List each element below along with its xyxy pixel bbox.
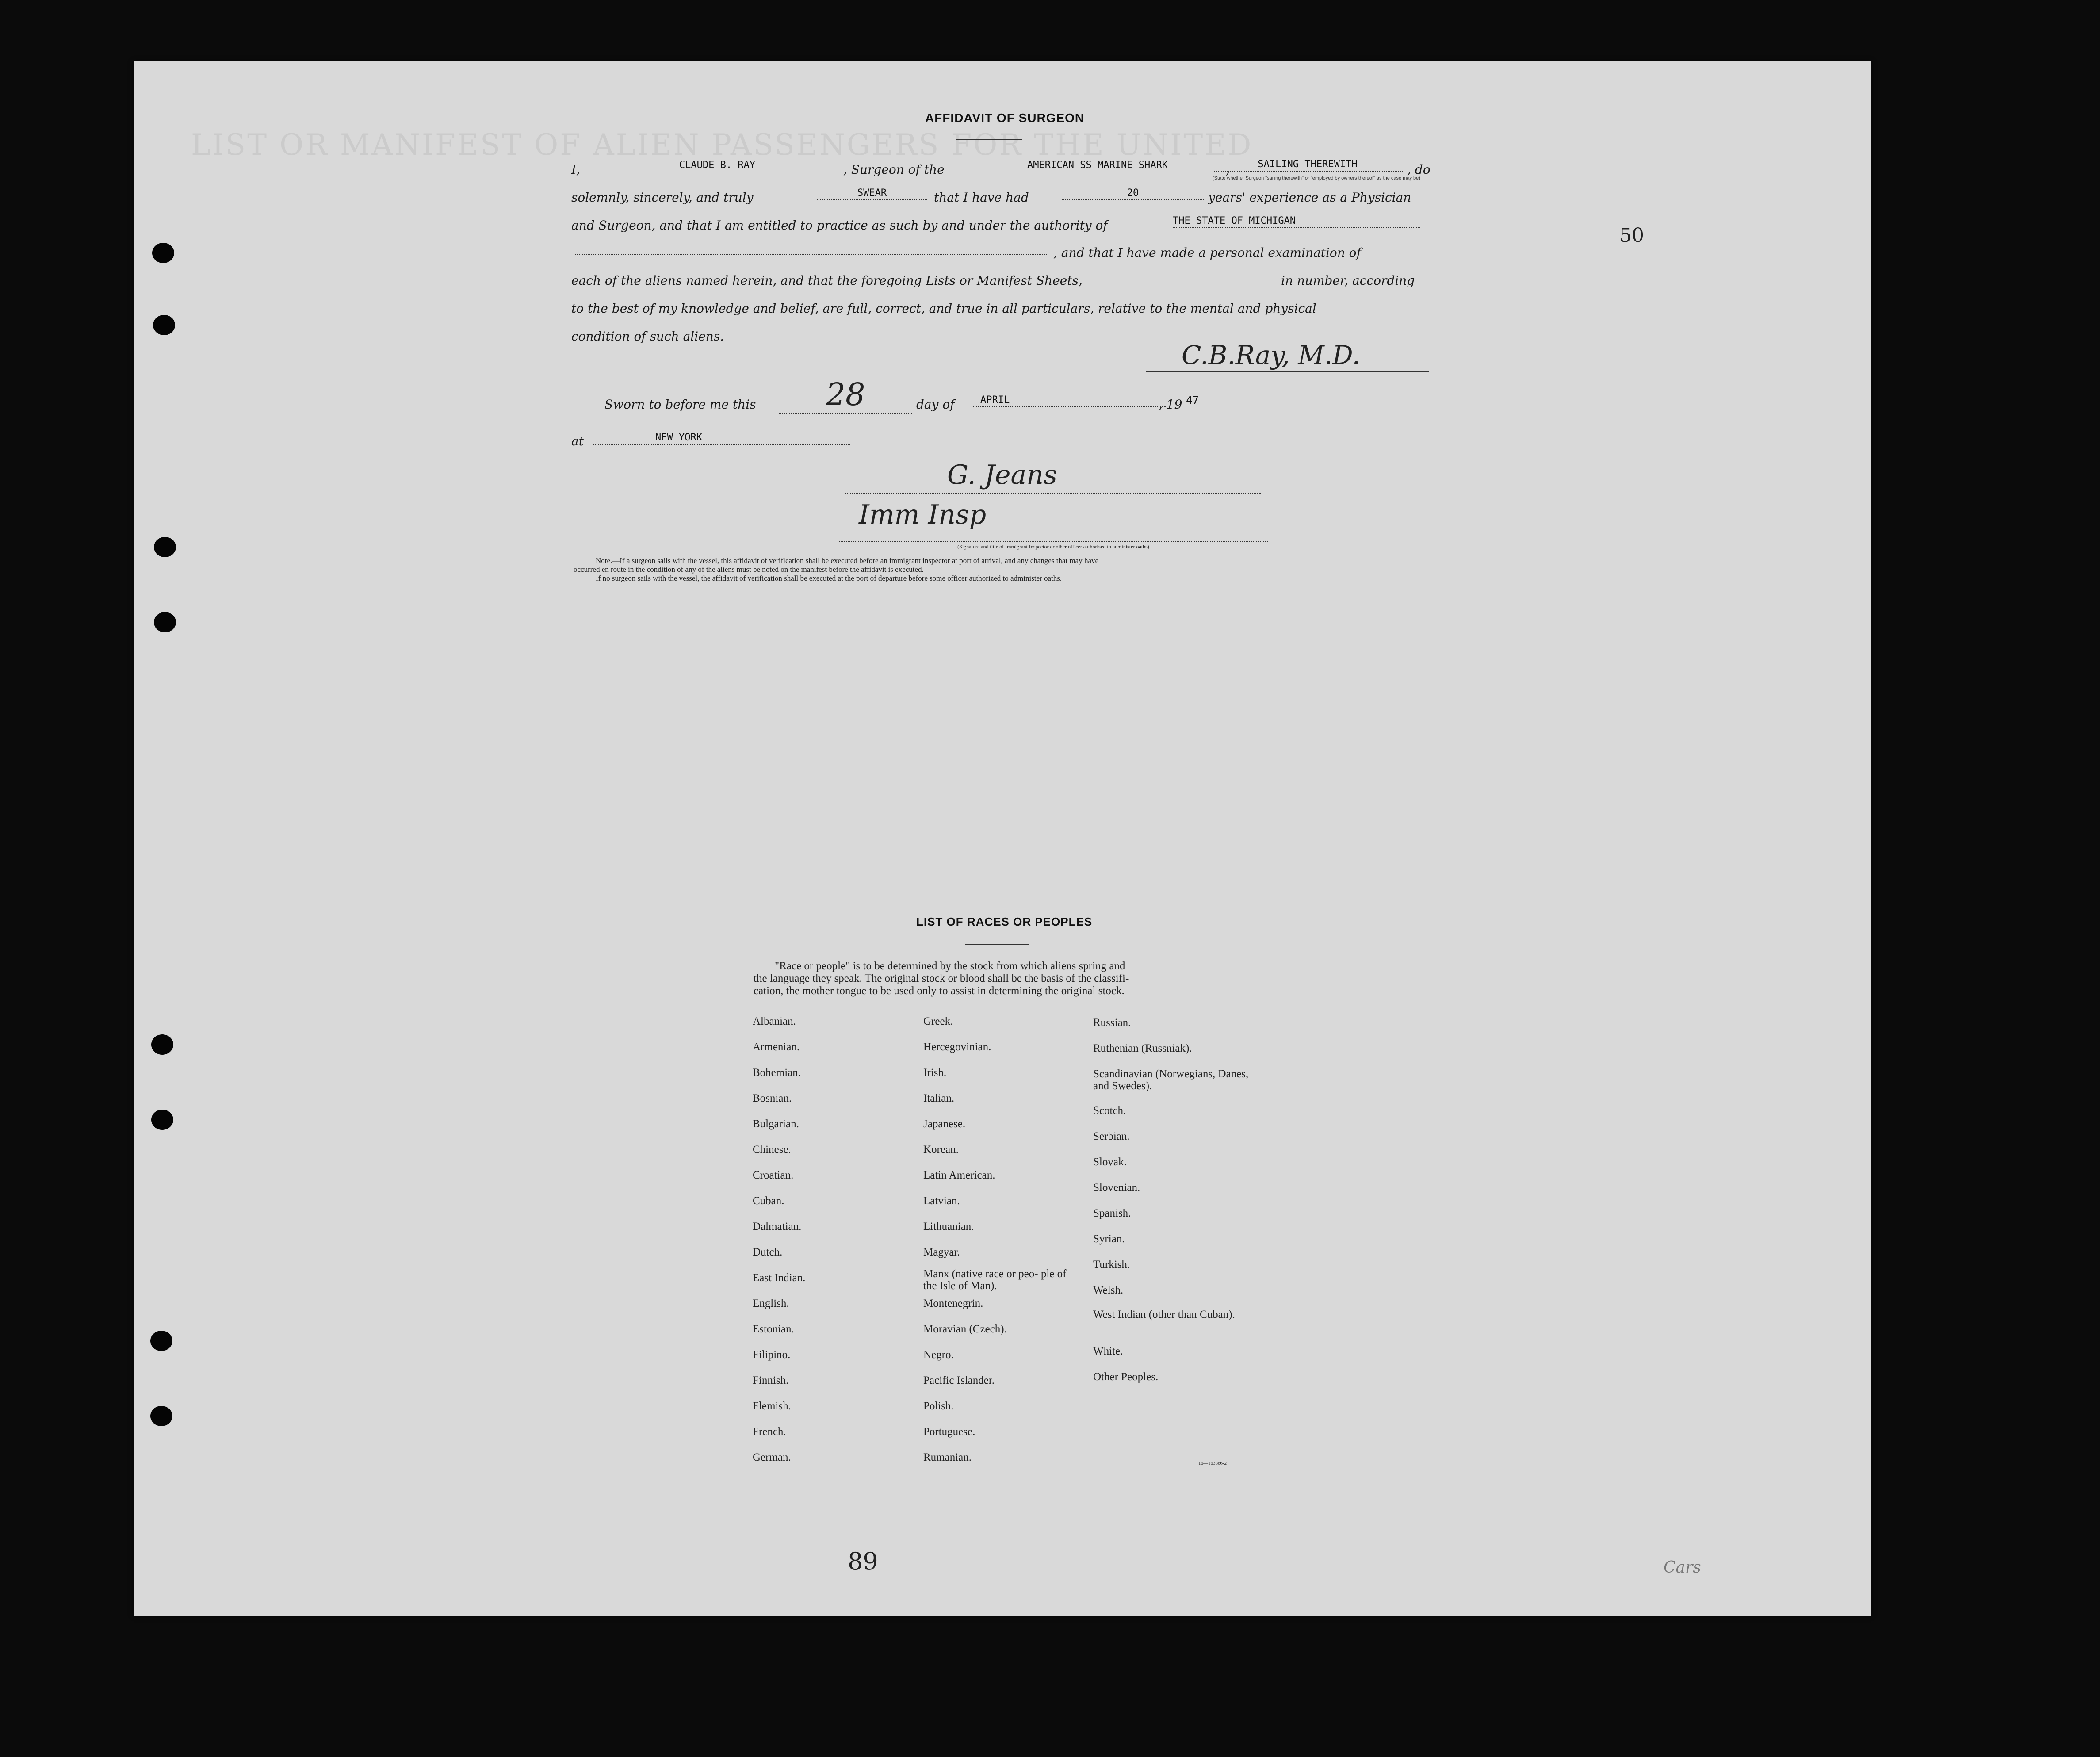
text-at: at (571, 434, 584, 448)
punch-hole (150, 1406, 172, 1426)
day-field: 28 (779, 376, 912, 414)
race-item: Serbian. (1093, 1130, 1130, 1142)
race-item: Polish. (923, 1400, 954, 1412)
race-item: Moravian (Czech). (923, 1323, 1007, 1335)
races-intro-1: "Race or people" is to be determined by the stock from which aliens spring and (775, 960, 1125, 972)
month-field: APRIL (972, 394, 1166, 407)
race-item: Italian. (923, 1092, 955, 1104)
race-item: Irish. (923, 1067, 947, 1079)
race-item: Slovenian. (1093, 1182, 1140, 1194)
race-item: English. (753, 1298, 789, 1309)
years-field: 20 (1062, 188, 1204, 200)
text-i: I, (571, 162, 580, 177)
race-item: Dutch. (753, 1246, 783, 1258)
race-item: Ruthenian (Russniak). (1093, 1042, 1192, 1054)
text-in-number: in number, according (1281, 273, 1415, 288)
blank-line (574, 254, 1047, 255)
race-item: Chinese. (753, 1144, 791, 1156)
punch-hole (154, 612, 176, 632)
race-item: Albanian. (753, 1015, 796, 1027)
races-title-rule (965, 944, 1029, 945)
text-personal-exam: , and that I have made a personal examination of (1053, 245, 1361, 260)
text-day-of: day of (916, 397, 955, 412)
text-that-had: that I have had (934, 190, 1029, 205)
race-item: Spanish. (1093, 1207, 1131, 1219)
race-item: Negro. (923, 1349, 954, 1361)
text-sworn: Sworn to before me this (604, 397, 756, 412)
form-code: 16—163866-2 (1198, 1461, 1227, 1466)
sailing-note: (State whether Surgeon "sailing therewith" or "employed by owners thereof" as the case may be) (1213, 176, 1420, 181)
sailing-field: SAILING THEREWITH (1213, 159, 1403, 172)
race-item: Magyar. (923, 1246, 960, 1258)
race-item: Korean. (923, 1144, 959, 1156)
race-item: Syrian. (1093, 1233, 1125, 1245)
document-sheet (134, 61, 1871, 1616)
race-item: Pacific Islander. (923, 1374, 995, 1386)
race-item: Montenegrin. (923, 1298, 983, 1309)
signature-line (1146, 371, 1429, 372)
race-item: French. (753, 1426, 786, 1438)
surgeon-signature: C.B.Ray, M.D. (1182, 340, 1361, 370)
year-suffix: 47 (1186, 394, 1199, 406)
note-line-1: Note.—If a surgeon sails with the vessel, this affidavit of verification shall be executed before an immigrant inspector at port of arrival, and any changes that may have (596, 556, 1099, 565)
race-item: Hercegovinian. (923, 1041, 991, 1053)
race-item: Bosnian. (753, 1092, 792, 1104)
race-item: Bohemian. (753, 1067, 801, 1079)
race-item: Russian. (1093, 1017, 1131, 1029)
officer-title-signature: Imm Insp (859, 499, 987, 530)
note-line-2: occurred en route in the condition of any of the aliens must be noted on the manifest before the affidavit is executed. (574, 565, 924, 574)
officer-caption: (Signature and title of Immigrant Inspector or other officer authorized to administer oaths) (957, 544, 1149, 550)
race-item: Scandinavian (Norwegians, Danes, and Swedes). (1093, 1068, 1249, 1092)
race-item: Scotch. (1093, 1105, 1126, 1117)
race-item: Slovak. (1093, 1156, 1127, 1168)
race-item: Rumanian. (923, 1451, 972, 1463)
surgeon-name-field: CLAUDE B. RAY (593, 160, 841, 172)
text-comma: , (1226, 162, 1230, 177)
race-item: Filipino. (753, 1349, 791, 1361)
punch-hole (150, 1331, 172, 1351)
text-condition: condition of such aliens. (571, 329, 724, 344)
races-intro-2: the language they speak. The original stock or blood shall be the basis of the classifi- (754, 972, 1129, 984)
vessel-field: AMERICAN SS MARINE SHARK (972, 160, 1224, 172)
punch-hole (153, 315, 175, 335)
text-surgeon-of: , Surgeon of the (843, 162, 945, 177)
note-line-3: If no surgeon sails with the vessel, the affidavit of verification shall be executed at the port of departure before some officer authorized to administer oaths. (596, 574, 1062, 582)
punch-hole (151, 1110, 173, 1130)
race-item: Dalmatian. (753, 1221, 802, 1233)
race-item: Bulgarian. (753, 1118, 799, 1130)
title-rule (956, 139, 1022, 140)
authority-field: THE STATE OF MICHIGAN (1173, 215, 1420, 228)
race-item: Lithuanian. (923, 1221, 974, 1233)
race-item: Manx (native race or peo- ple of the Isle of Man). (923, 1268, 1067, 1292)
race-item: Portuguese. (923, 1426, 975, 1438)
text-solemnly: solemnly, sincerely, and truly (571, 190, 754, 205)
race-item: Cuban. (753, 1195, 784, 1207)
race-item: Greek. (923, 1015, 953, 1027)
text-years-exp: years' experience as a Physician (1208, 190, 1411, 205)
race-item: Finnish. (753, 1374, 789, 1386)
race-item: Croatian. (753, 1169, 794, 1181)
text-each-alien: each of the aliens named herein, and that the foregoing Lists or Manifest Sheets, (571, 273, 1083, 288)
race-item: White. (1093, 1345, 1123, 1357)
oath-field: SWEAR (817, 188, 927, 200)
race-item: Latin American. (923, 1169, 995, 1181)
race-item: Turkish. (1093, 1259, 1130, 1271)
officer-signature-line (845, 493, 1261, 494)
text-year-prefix: , 19 (1159, 397, 1182, 412)
place-field: NEW YORK (593, 432, 850, 445)
page-number-top: 50 (1619, 224, 1644, 247)
text-do: , do (1407, 162, 1431, 177)
race-item: East Indian. (753, 1272, 806, 1284)
race-item: German. (753, 1451, 791, 1463)
affidavit-title: AFFIDAVIT OF SURGEON (925, 111, 1085, 125)
race-item: Other Peoples. (1093, 1371, 1159, 1383)
officer-signature: G. Jeans (947, 459, 1057, 490)
race-item: Latvian. (923, 1195, 960, 1207)
punch-hole (152, 243, 174, 263)
punch-hole (151, 1034, 173, 1055)
page-number-bottom: 89 (848, 1547, 878, 1575)
race-item: West Indian (other than Cuban). (1093, 1309, 1235, 1321)
race-item: Welsh. (1093, 1284, 1124, 1296)
corner-initials: Cars (1664, 1558, 1701, 1577)
race-item: Armenian. (753, 1041, 800, 1053)
race-item: Flemish. (753, 1400, 791, 1412)
race-item: Japanese. (923, 1118, 966, 1130)
punch-hole (154, 537, 176, 557)
race-item: Estonian. (753, 1323, 794, 1335)
text-best-knowledge: to the best of my knowledge and belief, are full, correct, and true in all particulars, relative to the mental and physical (571, 301, 1316, 316)
races-title: LIST OF RACES OR PEOPLES (916, 915, 1093, 928)
races-intro-3: cation, the mother tongue to be used only to assist in determining the original stock. (754, 985, 1125, 997)
bleed-through-header: LIST OR MANIFEST OF ALIEN PASSENGERS FOR THE UNITED (191, 128, 1253, 162)
text-and-surgeon: and Surgeon, and that I am entitled to practice as such by and under the authority of (571, 218, 1108, 233)
